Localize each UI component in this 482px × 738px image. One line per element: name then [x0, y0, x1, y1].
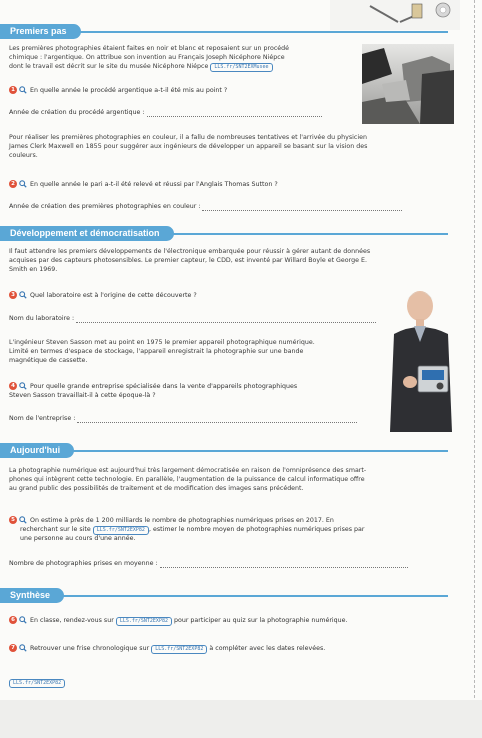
decorative-illustration	[330, 0, 460, 30]
answer-line	[9, 314, 376, 323]
footer-link-wrap	[9, 669, 65, 688]
question-number: 1	[9, 86, 17, 94]
timeline-link[interactable]: LLS.fr/SNT2EXP82	[151, 645, 207, 654]
paragraph-line: Les premières photographies étaient faites en noir et blanc et reposaient sur un procédé	[9, 45, 290, 52]
section-header-synthese: Synthèse	[0, 588, 64, 603]
question-2	[9, 180, 278, 189]
answer-label: Nombre de photographies prises en moyenne :	[9, 560, 158, 567]
footer-link[interactable]: LLS.fr/SNT2EXP82	[9, 679, 65, 688]
question-number: 6	[9, 616, 17, 624]
question-4	[9, 382, 297, 391]
musee-link[interactable]: LLS.fr/SNT2EXMusee	[210, 63, 272, 72]
question-text: recherchant sur le site	[20, 526, 91, 533]
question-text: Pour quelle grande entreprise spécialisée dans la vente d'appareils photographiques	[30, 383, 298, 390]
steven-sasson-photo	[388, 282, 454, 432]
search-icon	[19, 382, 27, 390]
estimate-link[interactable]: LLS.fr/SNT2EXP82	[93, 526, 149, 535]
answer-line	[9, 108, 322, 117]
section-header-premiers-pas: Premiers pas	[0, 24, 81, 39]
question-5	[9, 516, 334, 525]
question-text: Quel laboratoire est à l'origine de cette découverte ?	[30, 292, 197, 299]
question-number: 3	[9, 291, 17, 299]
answer-input[interactable]	[77, 415, 357, 423]
question-number: 2	[9, 180, 17, 188]
question-text: En classe, rendez-vous sur	[30, 617, 114, 624]
question-5-line3: une personne au cours d'une année.	[20, 535, 136, 542]
answer-input[interactable]	[160, 560, 408, 568]
question-1	[9, 86, 227, 95]
answer-label: Nom du laboratoire :	[9, 315, 75, 322]
niepce-photograph	[362, 44, 454, 124]
paragraph-line: couleurs.	[9, 152, 38, 159]
search-icon	[19, 291, 27, 299]
section-header-aujourdhui: Aujourd'hui	[0, 443, 74, 458]
search-icon	[19, 644, 27, 652]
paragraph-line: L'ingénieur Steven Sasson met au point en 1975 le premier appareil photographique numérique.	[9, 339, 315, 346]
question-number: 5	[9, 516, 17, 524]
question-6	[9, 616, 348, 626]
paragraph-line: au grand public des possibilités de traitement et de modification des images sans précédent.	[9, 485, 304, 492]
answer-label: Année de création du procédé argentique :	[9, 109, 145, 116]
question-text: En quelle année le procédé argentique a-t-il été mis au point ?	[30, 87, 228, 94]
paragraph-line: chimique : l'argentique. On attribue son invention au Français Joseph Nicéphore Niépce	[9, 54, 285, 61]
quiz-link[interactable]: LLS.fr/SNT2EXP82	[116, 617, 172, 626]
question-text: En quelle année le pari a-t-il été relevé et réussi par l'Anglais Thomas Sutton ?	[30, 181, 278, 188]
paragraph-line: Limité en termes d'espace de stockage, l'appareil enregistrait la photographie sur une bande	[9, 348, 304, 355]
question-text: On estime à près de 1 200 milliards le nombre de photographies numériques prises en 2017. En	[30, 517, 334, 524]
paragraph-line: phones qui intègrent cette technologie. En parallèle, l'augmentation de la puissance de calcul informatique offre	[9, 476, 365, 483]
paragraph-line	[9, 62, 273, 72]
answer-line	[9, 414, 357, 423]
paragraph-line: acquises par des capteurs photosensibles. Le premier capteur, le CDD, est inventé par Willard Boyle et George E.	[9, 257, 367, 264]
search-icon	[19, 616, 27, 624]
answer-line	[9, 202, 402, 211]
section-header-developpement: Développement et démocratisation	[0, 226, 174, 241]
paragraph-line: James Clerk Maxwell en 1855 pour suggérer aux ingénieurs de développer un appareil se basant sur la vision des	[9, 143, 368, 150]
search-icon	[19, 180, 27, 188]
paragraph-line: Il faut attendre les premiers développements de l'électronique embarquée pour réussir à gérer autant de données	[9, 248, 371, 255]
question-text: à compléter avec les dates relevées.	[209, 645, 326, 652]
answer-input[interactable]	[147, 109, 322, 117]
question-text: , estimer le nombre moyen de photographies numériques prises par	[148, 526, 365, 533]
answer-label: Année de création des premières photographies en couleur :	[9, 203, 201, 210]
paragraph-line: Smith en 1969.	[9, 266, 58, 273]
section-divider	[0, 595, 448, 597]
search-icon	[19, 86, 27, 94]
question-7	[9, 644, 325, 654]
answer-line	[9, 559, 408, 568]
question-text: pour participer au quiz sur la photographie numérique.	[174, 617, 348, 624]
answer-input[interactable]	[202, 203, 402, 211]
paragraph-line: Pour réaliser les premières photographies en couleur, il a fallu de nombreuses tentatives et l'arrivée du physicien	[9, 134, 367, 141]
paragraph-text: dont le travail est décrit sur le site du musée Nicéphore Niépce	[9, 63, 209, 70]
question-4-line2: Steven Sasson travaillait-il à cette époque-là ?	[9, 392, 156, 399]
search-icon	[19, 516, 27, 524]
question-number: 4	[9, 382, 17, 390]
paragraph-line: magnétique de cassette.	[9, 357, 88, 364]
question-number: 7	[9, 644, 17, 652]
paragraph-line: La photographie numérique est aujourd'hui très largement démocratisée en raison de l'omniprésence des smart-	[9, 467, 367, 474]
page-gutter	[474, 0, 476, 738]
answer-input[interactable]	[76, 315, 376, 323]
answer-label: Nom de l'entreprise :	[9, 415, 76, 422]
page-bottom-margin	[0, 700, 482, 738]
question-text: Retrouver une frise chronologique sur	[30, 645, 150, 652]
question-3	[9, 291, 197, 300]
